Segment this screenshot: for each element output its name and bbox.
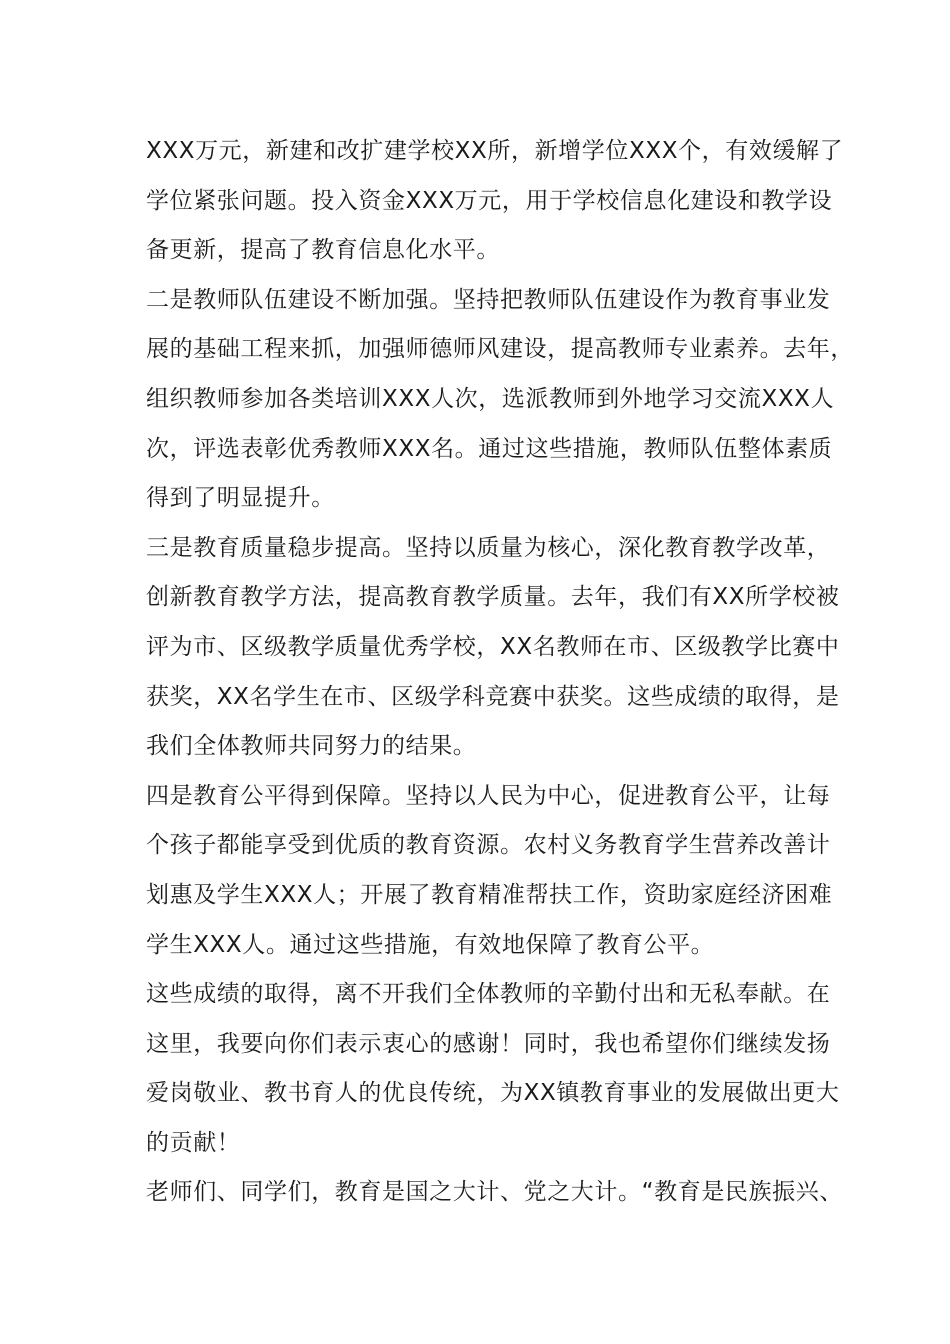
paragraph-teacher-team xyxy=(146,276,854,524)
text-line: 爱岗敬业、教书育人的优良传统，为XX镇教育事业的发展做出更大 xyxy=(146,1080,840,1107)
text-line: 个孩子都能享受到优质的教育资源。农村义务教育学生营养改善计 xyxy=(146,832,831,859)
paragraph-education-equity xyxy=(146,772,833,970)
text-line: 老师们、同学们，教育是国之大计、党之大计。“教育是民族振兴、 xyxy=(146,1179,843,1206)
text-line: 学位紧张问题。投入资金XXX万元，用于学校信息化建设和教学设 xyxy=(146,187,833,214)
text-line: 二是教师队伍建设不断加强。坚持把教师队伍建设作为教育事业发 xyxy=(146,286,831,313)
text-line: 的贡献！ xyxy=(146,1129,241,1156)
text-line: 创新教育教学方法，提高教育教学质量。去年，我们有XX所学校被 xyxy=(146,584,840,611)
text-line: 划惠及学生XXX人；开展了教育精准帮扶工作，资助家庭经济困难 xyxy=(146,881,833,908)
text-line: 我们全体教师共同努力的结果。 xyxy=(146,733,477,760)
paragraph-closing xyxy=(146,1168,843,1218)
paragraph-education-quality xyxy=(146,524,840,772)
text-line: 获奖，XX名学生在市、区级学科竞赛中获奖。这些成绩的取得，是 xyxy=(146,683,840,710)
text-line: 展的基础工程来抓，加强师德师风建设，提高教师专业素养。去年， xyxy=(146,336,854,363)
text-line: 评为市、区级教学质量优秀学校，XX名教师在市、区级教学比赛中 xyxy=(146,633,840,660)
text-line: 这些成绩的取得，离不开我们全体教师的辛勤付出和无私奉献。在 xyxy=(146,981,831,1008)
text-line: 组织教师参加各类培训XXX人次，选派教师到外地学习交流XXX人 xyxy=(146,385,835,412)
text-line: 四是教育公平得到保障。坚持以人民为中心，促进教育公平，让每 xyxy=(146,782,831,809)
paragraph-funding xyxy=(146,127,844,276)
text-line: 三是教育质量稳步提高。坚持以质量为核心，深化教育教学改革， xyxy=(146,534,831,561)
text-line: 备更新，提高了教育信息化水平。 xyxy=(146,237,500,264)
document-body xyxy=(146,127,854,1218)
text-line: 次，评选表彰优秀教师XXX名。通过这些措施，教师队伍整体素质 xyxy=(146,435,833,462)
text-line: 学生XXX人。通过这些措施，有效地保障了教育公平。 xyxy=(146,931,715,958)
text-line: 这里，我要向你们表示衷心的感谢！同时，我也希望你们继续发扬 xyxy=(146,1030,831,1057)
paragraph-gratitude xyxy=(146,970,840,1168)
text-line: XXX万元，新建和改扩建学校XX所，新增学位XXX个，有效缓解了 xyxy=(146,138,844,164)
text-line: 得到了明显提升。 xyxy=(146,485,335,512)
